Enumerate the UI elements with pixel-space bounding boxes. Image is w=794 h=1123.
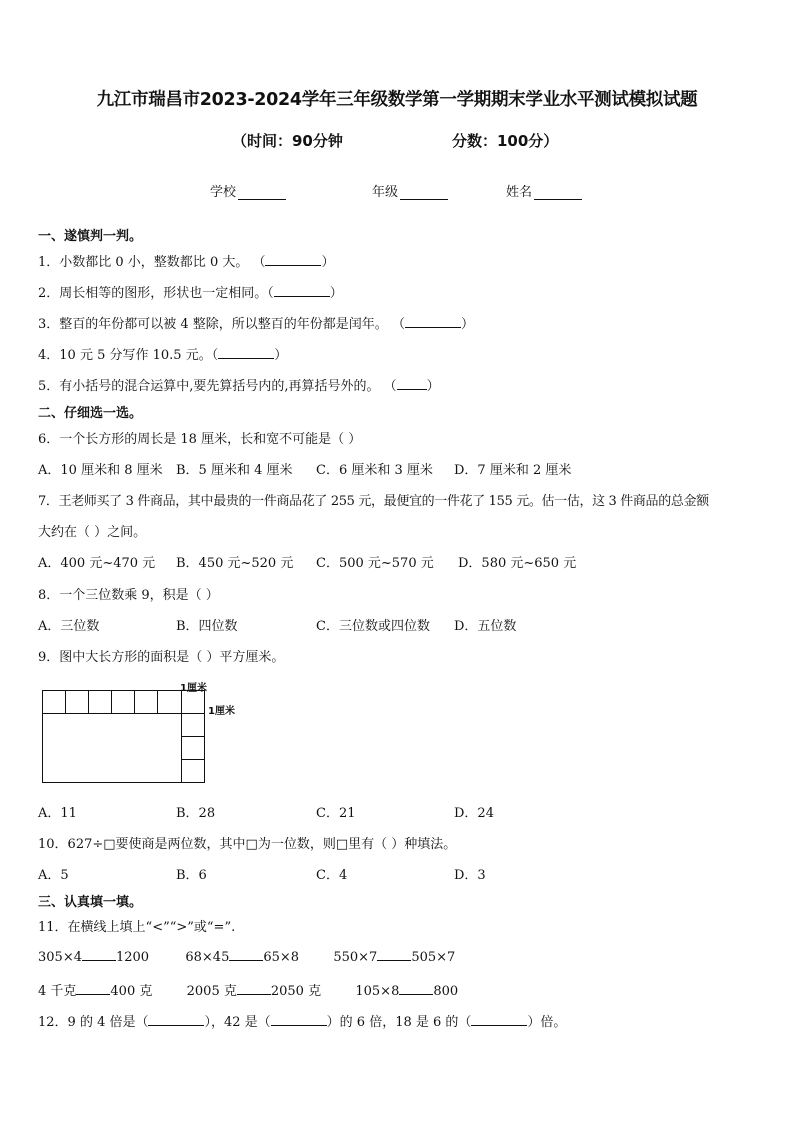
grade-label: 年级	[372, 185, 399, 200]
comparison-row-2	[38, 980, 458, 999]
option-b[interactable]: B．450 元~520 元	[176, 556, 294, 571]
page-title: 九江市瑞昌市2023-2024学年三年级数学第一学期期末学业水平测试模拟试题	[96, 90, 698, 110]
question-3-text: 3．整百的年份都可以被 4 整除，所以整百的年份都是闰年。 （	[38, 317, 405, 332]
comparison-blank[interactable]	[229, 948, 263, 961]
answer-blank[interactable]	[471, 1013, 527, 1026]
option-c[interactable]: C．三位数或四位数	[316, 619, 430, 634]
option-b[interactable]: B．四位数	[176, 619, 238, 634]
question-1-text: 1．小数都比 0 小，整数都比 0 大。 （	[38, 255, 266, 270]
comparison-blank[interactable]	[76, 982, 110, 995]
question-2-text: 2．周长相等的图形，形状也一定相同。（	[38, 286, 274, 301]
option-c[interactable]: C．4	[316, 868, 348, 883]
comparison-blank[interactable]	[399, 982, 433, 995]
expr-left: 105×8	[355, 984, 400, 999]
question-12	[38, 1011, 566, 1030]
expr-right: 65×8	[263, 950, 300, 965]
exam-score: 分数：100分）	[452, 132, 559, 150]
expr-left: 305×4	[38, 950, 82, 965]
school-blank[interactable]	[238, 186, 286, 200]
expr-right: 2050 克	[270, 984, 322, 999]
question-4-end: ）	[274, 348, 288, 363]
section-heading-1: 一、遂慎判一判。	[38, 229, 143, 244]
question-12-part: ）倍。	[527, 1015, 567, 1030]
expr-right: 505×7	[411, 950, 456, 965]
question-1-end: ）	[321, 255, 335, 270]
comparison-row-1	[38, 948, 455, 965]
name-label: 姓名	[506, 185, 533, 200]
option-c[interactable]: C．500 元~570 元	[316, 556, 434, 571]
option-a[interactable]: A．11	[38, 806, 77, 821]
exam-time: （时间：90分钟	[232, 132, 343, 150]
option-d[interactable]: D．3	[454, 868, 486, 883]
expr-left: 2005 克	[186, 984, 237, 999]
expr-left: 550×7	[333, 950, 378, 965]
option-d[interactable]: D．24	[454, 806, 494, 821]
comparison-blank[interactable]	[237, 982, 271, 995]
section-heading-3: 三、认真填一填。	[38, 895, 143, 910]
option-a[interactable]: A．400 元~470 元	[38, 556, 156, 571]
option-a[interactable]: A．三位数	[38, 619, 100, 634]
option-d[interactable]: D．7 厘米和 2 厘米	[454, 463, 572, 478]
question-7-line-1: 7．王老师买了 3 件商品，其中最贵的一件商品花了 255 元，最便宜的一件花了 155 元。估一估，这 3 件商品的总金额	[38, 494, 709, 509]
expr-right: 400 克	[110, 984, 153, 999]
option-d[interactable]: D．五位数	[454, 619, 517, 634]
answer-blank[interactable]	[274, 284, 330, 297]
option-b[interactable]: B．28	[176, 806, 216, 821]
answer-blank[interactable]	[405, 315, 461, 328]
name-blank[interactable]	[534, 186, 582, 200]
question-4	[38, 344, 287, 363]
question-7-line-2: 大约在（ ）之间。	[38, 525, 147, 540]
answer-blank[interactable]	[218, 346, 274, 359]
question-6: 6．一个长方形的周长是 18 厘米，长和宽不可能是（ ）	[38, 432, 362, 447]
name-field	[506, 181, 582, 200]
option-c[interactable]: C．6 厘米和 3 厘米	[316, 463, 433, 478]
option-c[interactable]: C．21	[316, 806, 356, 821]
question-12-part: ）的 6 倍，18 是 6 的（	[326, 1015, 472, 1030]
question-12-part: 12．9 的 4 倍是（	[38, 1015, 149, 1030]
section-heading-2: 二、仔细选一选。	[38, 406, 143, 421]
answer-blank[interactable]	[271, 1013, 327, 1026]
question-5	[38, 375, 440, 394]
question-2-end: ）	[329, 286, 343, 301]
grade-blank[interactable]	[400, 186, 448, 200]
question-2	[38, 282, 343, 301]
answer-blank[interactable]	[265, 253, 321, 266]
question-10: 10．627÷□要使商是两位数，其中□为一位数，则□里有（ ）种填法。	[38, 837, 457, 852]
question-4-text: 4．10 元 5 分写作 10.5 元。（	[38, 348, 219, 363]
comparison-blank[interactable]	[82, 948, 116, 961]
question-5-text: 5．有小括号的混合运算中,要先算括号内的,再算括号外的。 （	[38, 379, 397, 394]
grade-field	[372, 181, 448, 200]
option-b[interactable]: B．5 厘米和 4 厘米	[176, 463, 293, 478]
question-12-part: ），42 是（	[204, 1015, 271, 1030]
option-b[interactable]: B．6	[176, 868, 207, 883]
question-3	[38, 313, 474, 332]
question-8: 8．一个三位数乘 9，积是（ ）	[38, 588, 219, 603]
expr-right: 1200	[115, 950, 150, 965]
expr-left: 4 千克	[38, 984, 77, 999]
figure-label-top: 1厘米	[180, 683, 207, 694]
school-label: 学校	[210, 185, 237, 200]
large-rectangle	[43, 691, 205, 783]
question-11: 11．在横线上填上“<”“>”或“=”.	[38, 920, 236, 935]
school-field	[210, 181, 286, 200]
figure-label-side: 1厘米	[208, 706, 235, 717]
expr-right: 800	[433, 984, 459, 999]
question-1	[38, 251, 335, 270]
option-d[interactable]: D．580 元~650 元	[458, 556, 577, 571]
option-a[interactable]: A．5	[38, 868, 69, 883]
rectangle-grid-figure	[42, 690, 208, 786]
answer-blank[interactable]	[397, 377, 427, 390]
question-9: 9．图中大长方形的面积是（ ）平方厘米。	[38, 650, 285, 665]
comparison-blank[interactable]	[377, 948, 411, 961]
option-a[interactable]: A．10 厘米和 8 厘米	[38, 463, 163, 478]
expr-left: 68×45	[185, 950, 230, 965]
question-5-end: ）	[426, 379, 440, 394]
question-3-end: ）	[460, 317, 474, 332]
answer-blank[interactable]	[148, 1013, 204, 1026]
